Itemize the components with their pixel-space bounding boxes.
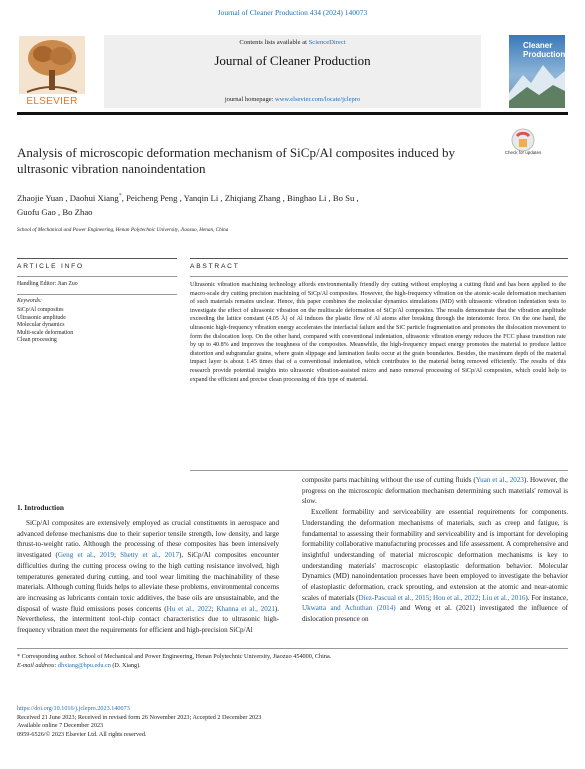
intro-paragraph-continued: composite parts machining without the use of cutting fluids (Yuan et al., 2023). However, the progress on the microscopic deformation mechanism determining such materials' removal is slow.	[302, 476, 569, 506]
intro-paragraph: Excellent formability and serviceability are essential requirements for components. Understanding the deformation mechanisms of materials, such as creep and fatigue, is fundamental to assessing their formability and serviceability and is important for developing formability collaborative manufacturing processes and life assessment. A comprehensive and insightful understanding of material microscopic deformation mechanisms is key to understanding materials' macroscopic elastoplastic deformation behavior. Molecular Dynamics (MD) nanoindentation processes have been employed to investigate the behavior of elastoplastic deformation, crack sprouting, and extension at the atomic and near-atomic scales of materials (Díez-Pascual et al., 2015; Hou et al., 2022; Liu et al., 2016). For instance, Ukwatta and Achuthan (2014) and Weng et al. (2021) investigated the influence of dislocation presence on	[302, 508, 568, 624]
journal-reference[interactable]: Journal of Cleaner Production 434 (2024) 140073	[217, 8, 368, 17]
keyword-item: SiCp/Al composites	[17, 307, 64, 313]
article-metadata	[17, 705, 568, 740]
keywords-list	[17, 307, 177, 345]
email-label: E-mail address:	[17, 662, 59, 670]
footnote-mark: *	[17, 653, 21, 660]
article-info-divider	[17, 276, 177, 277]
intro-paragraph: SiCp/Al composites are extensively employed as crucial constituents in aerospace and advanced defense mechanisms due to their superior tensile strength, low density, and large thrust-to-weight ratio. Although the processing of these composites has been intensively investigated (Geng et al., 2019; Shetty et al., 2017), SiCp/Al composites encounter difficulties during the cutting process owing to the high cutting resistance involved, high temperatures generated during cutting, and tool wear limiting the machinability of these materials. Although cutting fluids helps to alleviate these problems, environmental concerns are increasing as lubricants contain toxic additives, the base oils are unsustainable, and the disposal of waste fluid emissions poses concerns (Hu et al., 2022; Khanna et al., 2021). Nevertheless, the intermittent tool-chip contact characteristics due to ultrasonic high-frequency vibration meet the requirements for efficient and high-precision SiCp/Al	[17, 519, 280, 635]
citation-link[interactable]: Hu et al., 2022	[166, 604, 212, 613]
email-suffix: (D. Xiang).	[110, 662, 141, 670]
corresponding-author-footnote	[17, 652, 568, 670]
footnote-rule	[17, 648, 568, 649]
authors-line1[interactable]: Zhaojie Yuan , Daohui Xiang	[17, 192, 119, 203]
journal-name: Journal of Cleaner Production	[214, 53, 371, 68]
abstract-divider	[190, 276, 568, 277]
citation-link[interactable]: Díez-Pascual et al., 2015	[358, 593, 430, 602]
keywords-divider	[17, 294, 177, 295]
journal-homepage	[104, 96, 481, 103]
keyword-item: Ultrasonic amplitude	[17, 314, 66, 321]
keyword-item: Clean processing	[17, 337, 57, 343]
abstract-heading: ABSTRACT	[190, 263, 240, 270]
citation-link[interactable]: Khanna et al., 2021	[216, 604, 275, 613]
check-for-updates-label[interactable]: Check for updates	[504, 150, 542, 155]
citation-link[interactable]: Geng et al., 2019	[57, 551, 114, 560]
section-heading-introduction: 1. Introduction	[17, 503, 64, 512]
intro-left-column	[17, 518, 279, 636]
article-info-heading: ARTICLE INFO	[17, 263, 84, 270]
doi-link[interactable]: https://doi.org/10.1016/j.jclepro.2023.140073	[17, 705, 130, 712]
keyword-item: Multi-scale deformation	[17, 329, 74, 336]
handling-editor: Handling Editor: Jian Zuo	[17, 281, 78, 287]
authors-line2[interactable]: Guofu Gao , Bo Zhao	[17, 206, 93, 217]
abstract-rule	[190, 258, 568, 259]
citation-link[interactable]: Yuan et al., 2023	[475, 476, 524, 484]
article-title: Analysis of microscopic deformation mechanism of SiCp/Al composites induced by ultrasonic vibration nanoindentation	[17, 145, 455, 176]
journal-cover-thumbnail	[509, 35, 565, 108]
citation-link[interactable]: Liu et al., 2016	[482, 593, 526, 602]
received-dates: Received 21 June 2023; Received in revised form 26 November 2023; Accepted 2 December 2023	[17, 713, 262, 721]
homepage-prefix: journal homepage:	[224, 96, 276, 103]
abstract-text: Ultrasonic vibration machining technology affords environmentally friendly dry cutting without employing a cutting fluid and has been applied to the macro-scale dry cutting precision machining of SiCp/Al composites. However, the high-frequency vibration on the atomic-scale deformation mechanism of such materials remains unclear. Hence, this paper combines the molecular dynamics simulations (MD) with ultrasonic vibration indentation tests to investigate the effect of ultrasonic vibration on the multiscale deformation of SiCp/Al composites. The results demonstrate that the vibration amplitude exceeding the lattice constant (4.05 Å) of Al induces the plastic flow of Al atoms after breaking through the interatomic force. On the one hand, the ultrasonic high-frequency vibration energy accelerates the interfacial failure and the SiC particle fragmentation and promotes the dislocation movement to form the dislocation loop. On the other hand, compared with conventional indentation, ultrasonic vibration energy reduces the FCC phase transition rate by up to 40.8% and improves the toughness of the composites. Meanwhile, the high-frequency impact energy promotes the material to produce lattice distortion and subgranular grains, where grain slippage and lamination faults occur at the grain boundaries. Besides, the maximum depth of the material impact layer is about 1.45 times that of a conventional indentation, which contributes to the material being removed efficiently. The results of this research provide potential insights into ultrasonic vibration-assisted micro and nano removal processing of SiCp/Al composites, which could help to expand the efficient and precise clean processing of this type of material.	[190, 282, 566, 383]
citation-link[interactable]: Ukwatta and Achuthan (2014)	[302, 604, 396, 613]
author-list	[17, 189, 497, 219]
keywords-heading: Keywords:	[17, 298, 42, 304]
affiliation: School of Mechanical and Power Engineering, Henan Polytechnic University, Jiaozuo, Henan, China	[17, 227, 229, 233]
intro-right-column	[302, 475, 568, 625]
authors-line1-rest[interactable]: , Peicheng Peng , Yanqin Li , Zhiqiang Zhang , Binghao Li , Bo Su ,	[121, 192, 359, 203]
citation-link[interactable]: Shetty et al., 2017	[120, 551, 179, 560]
article-info-rule	[17, 258, 177, 259]
contents-prefix: Contents lists available at	[239, 39, 309, 46]
contents-availability	[104, 39, 481, 46]
corresponding-author-mark[interactable]: *	[118, 193, 122, 199]
available-online: Available online 7 December 2023	[17, 722, 104, 730]
homepage-link[interactable]: www.elsevier.com/locate/jclepro	[275, 96, 361, 103]
citation-link[interactable]: Hou et al., 2022	[433, 593, 479, 602]
sciencedirect-link[interactable]: ScienceDirect	[308, 39, 346, 46]
abstract-end-rule	[190, 470, 568, 471]
header-rule	[17, 112, 568, 115]
keyword-item: Molecular dynamics	[17, 322, 65, 328]
copyright: 0959-6526/© 2023 Elsevier Ltd. All rights reserved.	[17, 731, 147, 739]
cover-title: Cleaner Production	[523, 41, 565, 59]
elsevier-wordmark: ELSEVIER	[26, 96, 78, 107]
footnote-text: Corresponding author. School of Mechanical and Power Engineering, Henan Polytechnic University, Jiaozuo 454000, China.	[20, 653, 332, 660]
email-link[interactable]: dhxiang@hpu.edu.cn	[58, 662, 111, 670]
